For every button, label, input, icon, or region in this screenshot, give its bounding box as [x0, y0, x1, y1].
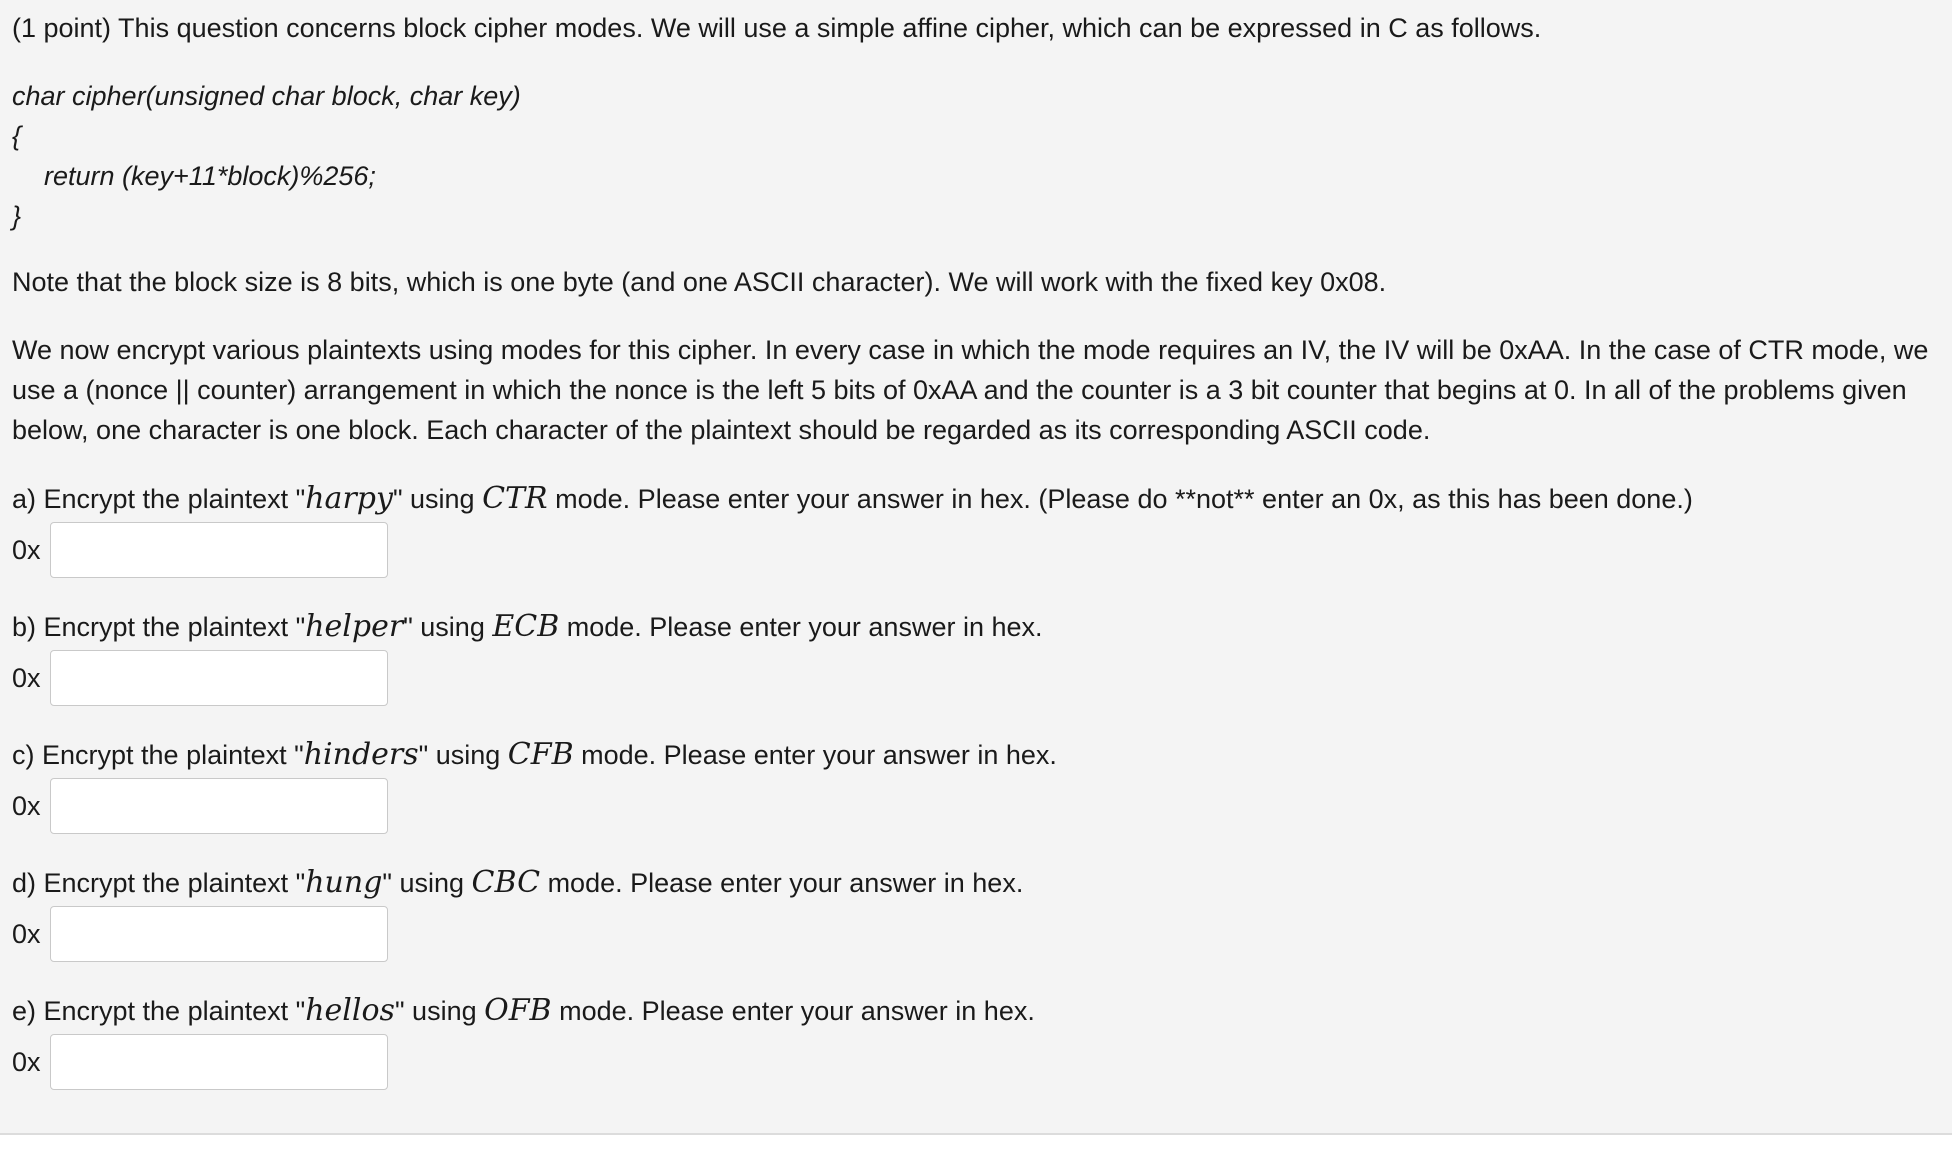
answer-row-e [12, 1032, 1940, 1092]
mode-math: CBC [471, 865, 541, 900]
hex-prefix: 0x [12, 791, 41, 821]
question-mid: " using [394, 996, 485, 1026]
question-tail: mode. Please enter your answer in hex. [540, 868, 1024, 898]
mode-description: We now encrypt various plaintexts using modes for this cipher. In every case in which the mode requires an IV, the IV will be 0xAA. In the case of CTR mode, we use a (nonce || counter) arrangement in which the nonce is the left 5 bits of 0xAA and the counter is a 3 bit counter that begins at 0. In all of the problems given below, one character is one block. Each character of the plaintext should be regarded as its corresponding ASCII code. [12, 335, 1929, 445]
code-line-open-brace: { [12, 121, 22, 151]
answer-input-d[interactable] [50, 906, 388, 962]
question-mid: " using [392, 484, 483, 514]
hex-prefix: 0x [12, 919, 41, 949]
question-e-text [12, 990, 1940, 1032]
answer-row-b [12, 648, 1940, 708]
mode-math: ECB [492, 609, 560, 644]
question-c [12, 734, 1940, 862]
code-line-close-brace: } [12, 201, 22, 231]
question-c-text [12, 734, 1940, 776]
question-tail: mode. Please enter your answer in hex. (Please do **not** enter an 0x, as this has been done.) [547, 484, 1693, 514]
mode-math: CTR [482, 481, 548, 516]
plaintext-math: hung [305, 865, 383, 900]
question-lead: c) Encrypt the plaintext " [12, 740, 304, 770]
question-lead: e) Encrypt the plaintext " [12, 996, 306, 1026]
question-tail: mode. Please enter your answer in hex. [559, 612, 1043, 642]
question-tail: mode. Please enter your answer in hex. [551, 996, 1035, 1026]
mode-math: OFB [484, 993, 552, 1028]
plaintext-math: hinders [303, 737, 419, 772]
hex-prefix: 0x [12, 535, 41, 565]
hex-prefix: 0x [12, 663, 41, 693]
question-tail: mode. Please enter your answer in hex. [573, 740, 1057, 770]
question-d-text [12, 862, 1940, 904]
plaintext-math: hellos [305, 993, 395, 1028]
question-a [12, 478, 1940, 606]
problem-intro: (1 point) This question concerns block cipher modes. We will use a simple affine cipher, which can be expressed in C as follows. [12, 13, 1542, 43]
plaintext-math: harpy [305, 481, 393, 516]
question-b-text [12, 606, 1940, 648]
question-lead: b) Encrypt the plaintext " [12, 612, 306, 642]
answer-input-b[interactable] [50, 650, 388, 706]
question-d [12, 862, 1940, 990]
question-mid: " using [403, 612, 493, 642]
hex-prefix: 0x [12, 1047, 41, 1077]
code-line-return: return (key+11*block)%256; [44, 161, 376, 191]
answer-input-e[interactable] [50, 1034, 388, 1090]
plaintext-math: helper [305, 609, 404, 644]
answer-input-a[interactable] [50, 522, 388, 578]
answer-input-c[interactable] [50, 778, 388, 834]
key-note: Note that the block size is 8 bits, which is one byte (and one ASCII character). We will work with the fixed key 0x08. [12, 267, 1387, 297]
answer-row-d [12, 904, 1940, 964]
question-b [12, 606, 1940, 734]
question-lead: d) Encrypt the plaintext " [12, 868, 306, 898]
question-a-text [12, 478, 1940, 520]
mode-math: CFB [507, 737, 574, 772]
answer-row-a [12, 520, 1940, 580]
question-mid: " using [382, 868, 472, 898]
question-lead: a) Encrypt the plaintext " [12, 484, 306, 514]
answer-row-c [12, 776, 1940, 836]
code-line-signature: char cipher(unsigned char block, char key) [12, 81, 521, 111]
question-e [12, 990, 1940, 1118]
code-block [12, 76, 1940, 236]
question-mid: " using [418, 740, 508, 770]
